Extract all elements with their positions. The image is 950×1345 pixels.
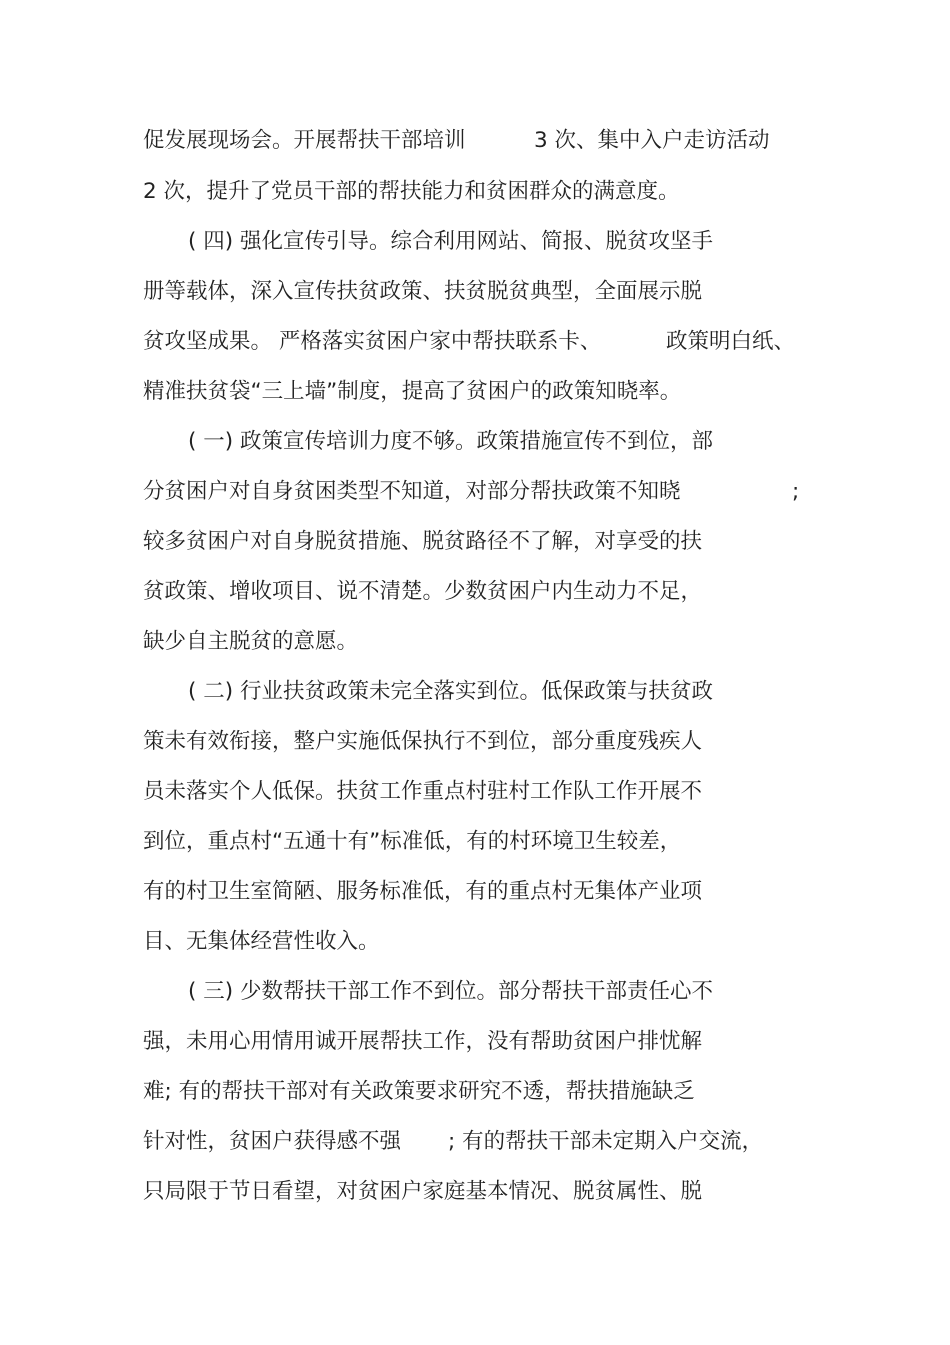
text-line <box>0 722 703 762</box>
text-line <box>0 1022 703 1062</box>
text-segment: ( 一) 政策宣传培训力度不够。政策措施宣传不到位，部 <box>188 429 713 454</box>
text-segment: 针对性，贫困户获得感不强 <box>143 1129 402 1154</box>
text-segment: ( 二) 行业扶贫政策未完全落实到位。低保政策与扶贫政 <box>188 679 713 704</box>
text-line <box>0 472 800 512</box>
text-line <box>0 1122 764 1162</box>
text-segment: 精准扶贫袋“三上墙”制度，提高了贫困户的政策知晓率。 <box>143 379 682 404</box>
text-segment: 目、无集体经营性收入。 <box>143 929 380 954</box>
text-line <box>0 1172 703 1212</box>
text-segment: 较多贫困户对自身脱贫措施、脱贫路径不了解，对享受的扶 <box>143 529 703 554</box>
text-segment: 促发展现场会。开展帮扶干部培训 <box>143 128 466 153</box>
text-segment: 册等载体，深入宣传扶贫政策、扶贫脱贫典型，全面展示脱 <box>143 279 703 304</box>
paragraph-heading-line <box>0 222 713 262</box>
text-segment: 有的村卫生室简陋、服务标准低，有的重点村无集体产业项 <box>143 879 703 904</box>
text-line <box>0 272 703 312</box>
text-line <box>0 772 703 812</box>
text-segment: 政策明白纸、 <box>666 329 796 354</box>
text-line <box>0 872 703 912</box>
text-line <box>0 172 680 212</box>
text-segment: 员未落实个人低保。扶贫工作重点村驻村工作队工作开展不 <box>143 779 703 804</box>
text-line <box>0 522 703 562</box>
text-segment: ( 三) 少数帮扶干部工作不到位。部分帮扶干部责任心不 <box>188 979 713 1004</box>
text-segment: 只局限于节日看望，对贫困户家庭基本情况、脱贫属性、脱 <box>143 1179 703 1204</box>
text-segment: 贫政策、增收项目、说不清楚。少数贫困户内生动力不足， <box>143 579 703 604</box>
paragraph-heading-line <box>0 972 713 1012</box>
text-segment: ; <box>792 479 800 504</box>
text-line <box>0 121 770 161</box>
text-line <box>0 572 703 612</box>
text-segment: ( 四) 强化宣传引导。综合利用网站、简报、脱贫攻坚手 <box>188 229 713 254</box>
paragraph-heading-line <box>0 422 713 462</box>
text-segment: 3 次、集中入户走访活动 <box>534 128 770 153</box>
text-segment: 缺少自主脱贫的意愿。 <box>143 629 359 654</box>
text-line <box>0 822 682 862</box>
text-segment: 难; 有的帮扶干部对有关政策要求研究不透，帮扶措施缺乏 <box>143 1079 695 1104</box>
text-segment: 分贫困户对自身贫困类型不知道，对部分帮扶政策不知晓 <box>143 479 681 504</box>
text-segment: 2 次，提升了党员干部的帮扶能力和贫困群众的满意度。 <box>143 179 680 204</box>
text-segment: 到位，重点村“五通十有”标准低，有的村环境卫生较差， <box>143 829 682 854</box>
text-line <box>0 1072 695 1112</box>
text-segment: 贫攻坚成果。 严格落实贫困户家中帮扶联系卡、 <box>143 329 602 354</box>
paragraph-heading-line <box>0 672 713 712</box>
text-line <box>0 922 380 962</box>
text-segment: 强，未用心用情用诚开展帮扶工作，没有帮助贫困户排忧解 <box>143 1029 703 1054</box>
text-line <box>0 372 682 412</box>
text-line <box>0 622 359 662</box>
text-line <box>0 322 796 362</box>
text-segment: 策未有效衔接，整户实施低保执行不到位，部分重度残疾人 <box>143 729 703 754</box>
text-segment: ; 有的帮扶干部未定期入户交流， <box>448 1129 764 1154</box>
